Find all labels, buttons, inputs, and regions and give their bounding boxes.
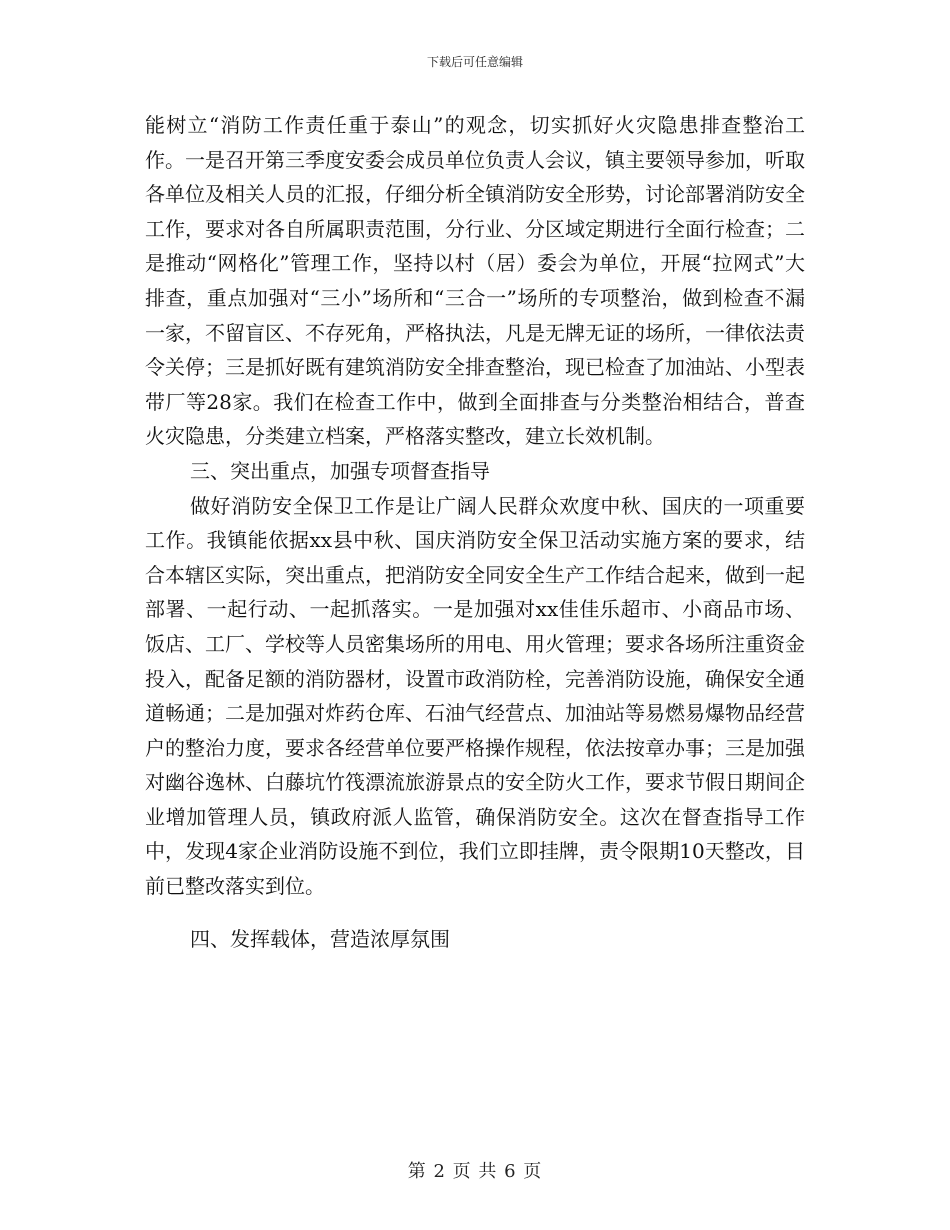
section-heading-4: 四、发挥载体，营造浓厚氛围 bbox=[190, 926, 450, 951]
body-paragraph-1: 能树立“消防工作责任重于泰山”的观念，切实抓好火灾隐患排查整治工作。一是召开第三季度安委会成员单位负责人会议，镇主要领导参加，听取各单位及相关人员的汇报，仔细分析全镇消防安全形势，讨论部署消防安全工作，要求对各自所属职责范围，分行业、分区域定期进行全面行检查；二是推动“网格化”管理工作，坚持以村（居）委会为单位，开展“拉网式”大排查，重点加强对“三小”场所和“三合一”场所的专项整治，做到检查不漏一家，不留盲区、不存死角，严格执法，凡是无牌无证的场所，一律依法责令关停；三是抓好既有建筑消防安全排查整治，现已检查了加油站、小型表带厂等28家。我们在检查工作中，做到全面排查与分类整治相结合，普查火灾隐患，分类建立档案，严格落实整改，建立长效机制。 bbox=[145, 113, 805, 449]
page-header-note: 下载后可任意编辑 bbox=[426, 55, 523, 69]
section-heading-3: 三、突出重点，加强专项督查指导 bbox=[190, 458, 490, 483]
body-paragraph-2: 做好消防安全保卫工作是让广阔人民群众欢度中秋、国庆的一项重要工作。我镇能依据xx县中秋、国庆消防安全保卫活动实施方案的要求，结合本辖区实际，突出重点，把消防安全同安全生产工作结合起来，做到一起部署、一起行动、一起抓落实。一是加强对xx佳佳乐超市、小商品市场、饭店、工厂、学校等人员密集场所的用电、用火管理；要求各场所注重资金投入，配备足额的消防器材，设置市政消防栓，完善消防设施，确保安全通道畅通；二是加强对炸药仓库、石油气经营点、加油站等易燃易爆物品经营户的整治力度，要求各经营单位要严格操作规程，依法按章办事；三是加强对幽谷逸林、白藤坑竹筏漂流旅游景点的安全防火工作，要求节假日期间企业增加管理人员，镇政府派人监管，确保消防安全。这次在督查指导工作中，发现4家企业消防设施不到位，我们立即挂牌，责令限期10天整改，目前已整改落实到位。 bbox=[145, 493, 805, 899]
page-number-footer: 第 2 页 共 6 页 bbox=[407, 1161, 543, 1182]
document-body bbox=[145, 108, 805, 956]
